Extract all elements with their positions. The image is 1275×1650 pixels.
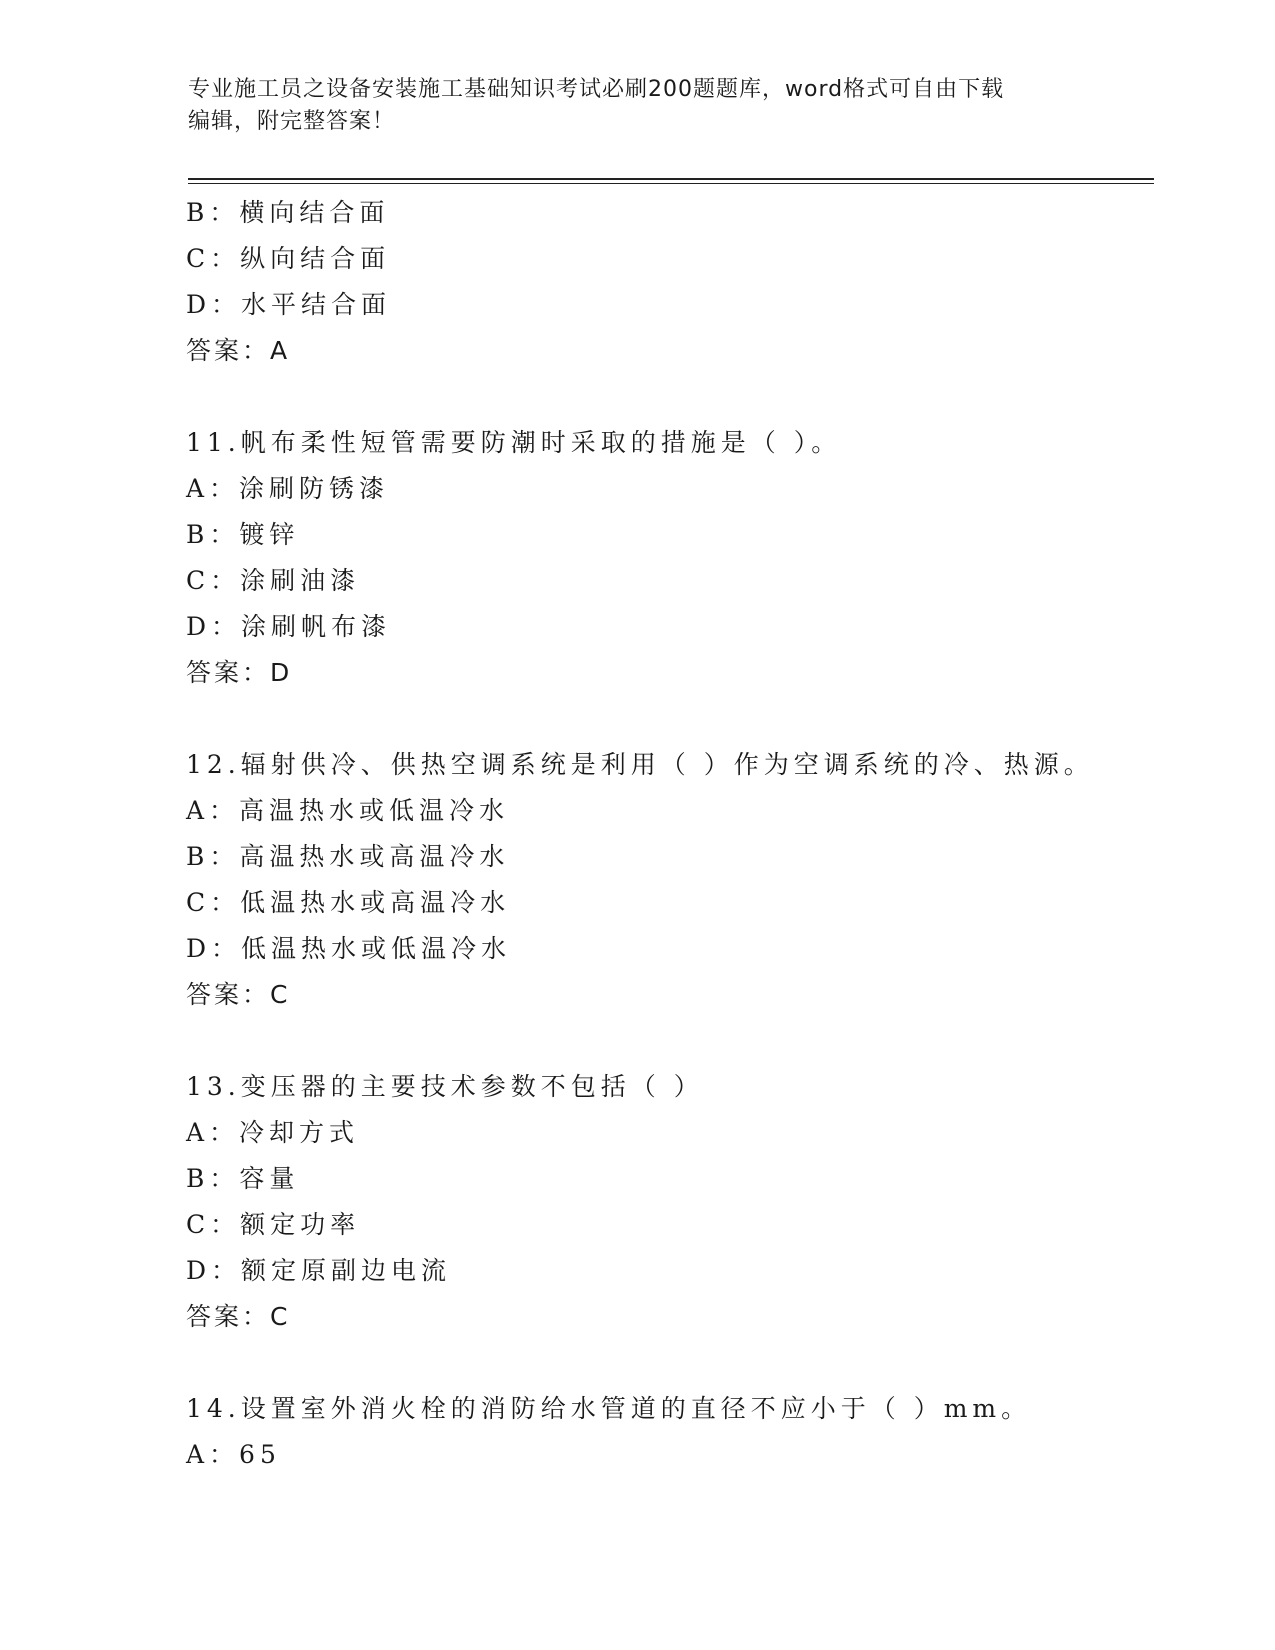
header-line-2: 编辑，附完整答案！: [188, 109, 396, 134]
option-d: D：水平结合面: [186, 290, 392, 319]
question-stem: 12.辐射供冷、供热空调系统是利用（ ）作为空调系统的冷、热源。: [186, 750, 1094, 779]
question-list: [186, 190, 1166, 1478]
header-line-1: 专业施工员之设备安装施工基础知识考试必刷200题题库，word格式可自由下载: [188, 77, 1005, 102]
option-c: C：低温热水或高温冷水: [186, 888, 511, 917]
answer-line: 答案：C: [186, 1302, 291, 1331]
question-block-14: [186, 1386, 1166, 1478]
question-block-13: [186, 1064, 1166, 1340]
option-b: B：容量: [186, 1164, 300, 1193]
option-c: C：涂刷油漆: [186, 566, 361, 595]
question-stem: 14.设置室外消火栓的消防给水管道的直径不应小于（ ）mm。: [186, 1394, 1032, 1423]
answer-line: 答案：A: [186, 336, 291, 365]
option-d: D：低温热水或低温冷水: [186, 934, 512, 963]
option-d: D：涂刷帆布漆: [186, 612, 392, 641]
question-block-11: [186, 420, 1166, 696]
option-a: A：冷却方式: [186, 1118, 360, 1147]
answer-line: 答案：C: [186, 980, 291, 1009]
document-header: [188, 74, 1068, 138]
answer-line: 答案：D: [186, 658, 293, 687]
option-a: A：涂刷防锈漆: [186, 474, 390, 503]
option-a: A：高温热水或低温冷水: [186, 796, 510, 825]
option-b: B：镀锌: [186, 520, 300, 549]
header-divider-thick: [188, 178, 1154, 180]
option-d: D：额定原副边电流: [186, 1256, 452, 1285]
option-b: B：横向结合面: [186, 198, 390, 227]
question-block-prev: [186, 190, 1166, 374]
option-b: B：高温热水或高温冷水: [186, 842, 510, 871]
question-stem: 11.帆布柔性短管需要防潮时采取的措施是（ ）。: [186, 428, 842, 457]
header-divider-thin: [188, 183, 1154, 184]
option-c: C：额定功率: [186, 1210, 361, 1239]
option-c: C：纵向结合面: [186, 244, 391, 273]
option-a: A：65: [186, 1440, 281, 1469]
question-block-12: [186, 742, 1166, 1018]
question-stem: 13.变压器的主要技术参数不包括（ ）: [186, 1072, 704, 1101]
